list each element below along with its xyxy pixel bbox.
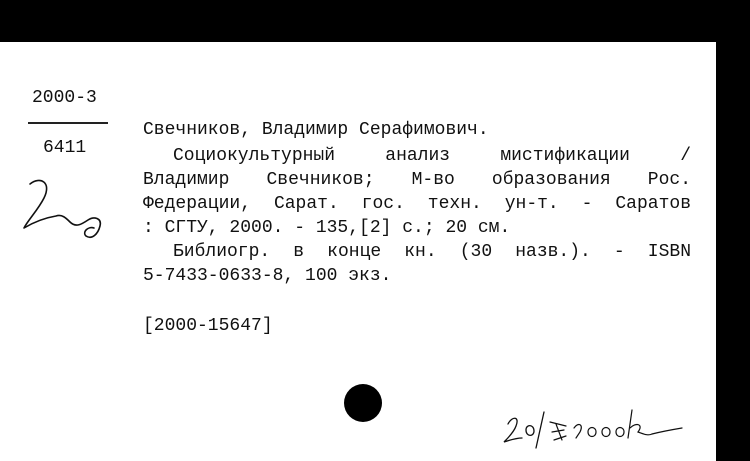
divider [28, 122, 108, 124]
catalog-card [0, 42, 716, 461]
responsibility-line: Владимир Свечников; М-во образования Рос. [143, 170, 691, 190]
imprint-line: : СГТУ, 2000. - 135,[2] с.; 20 см. [143, 218, 511, 238]
publisher-line: Федерации, Сарат. гос. техн. ун-т. - Саратов [143, 194, 691, 214]
author-heading: Свечников, Владимир Серафимович. [143, 120, 489, 140]
punch-hole [344, 384, 382, 422]
handwritten-note-left [22, 176, 112, 256]
catalog-number: 2000-3 [32, 88, 97, 108]
title-line: Социокультурный анализ мистификации / [173, 146, 691, 166]
handwritten-date-right [500, 404, 700, 454]
shelf-code: 6411 [43, 138, 87, 158]
isbn-line: 5-7433-0633-8, 100 экз. [143, 266, 392, 286]
notes-line: Библиогр. в конце кн. (30 назв.). - ISBN [173, 242, 691, 262]
record-number: [2000-15647] [143, 316, 273, 336]
